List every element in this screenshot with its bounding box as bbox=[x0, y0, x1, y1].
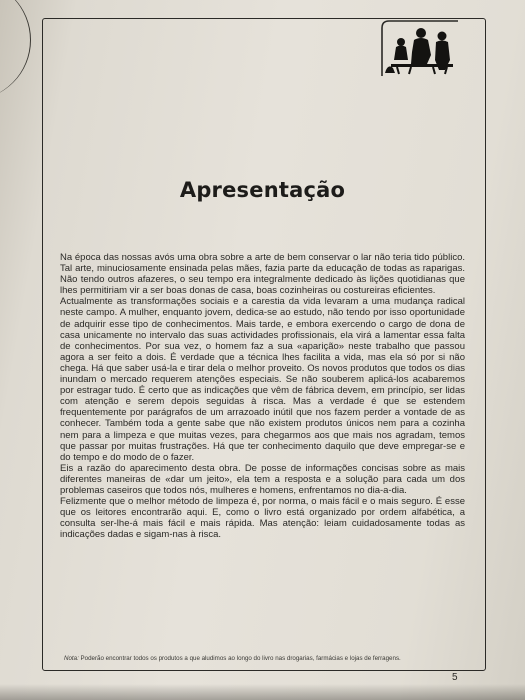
page-number: 5 bbox=[452, 672, 458, 683]
footnote bbox=[64, 655, 474, 662]
family-silhouette-icon bbox=[381, 20, 459, 78]
paragraph-3: Eis a razão do aparecimento desta obra. De posse de informações concisas sobre as mais diferentes maneiras de «dar um jeito», ela tem a resposta e a solução para cada um dos problemas caseiros que todos nós, mulheres e homens, enfrentamos no dia-a-dia. bbox=[60, 462, 465, 496]
page-bottom-shadow bbox=[0, 684, 525, 700]
facing-page-edge bbox=[0, 0, 31, 100]
body-text bbox=[60, 252, 465, 540]
footnote-label: Nota: bbox=[64, 655, 79, 662]
page-title: Apresentação bbox=[179, 178, 346, 202]
paragraph-2: Actualmente as transformações sociais e a carestia da vida levaram a uma mudança radical neste campo. A mulher, enquanto jovem, dedica-se ao estudo, não tendo por isso oportunidade de adquirir esse tipo de conhecimentos. Mais tarde, e embora exercendo o cargo de dona de casa unicamente no intervalo das suas actividades profissionais, ela virá a lamentar essa falta de conhecimentos. Por sua vez, o homem faz a sua «aparição» neste trabalho que passou agora a ser feito a dois. É verdade que a técnica lhes facilita a vida, mas ela só por si não chega. Há que saber usá-la e tirar dela o melhor proveito. Os novos produtos que todos os dias inundam o mercado requerem atenções especiais. Se não souberem aplicá-los acabaremos por estragar tudo. É certo que as indicações que vêm de fábrica devem, em princípio, ser lidas com atenção e serem depois seguidas à risca. Mas a verdade é que se estendem frequentemente por parágrafos de um arrazoado inútil que nos fazem perder a vontade de as conhecer. Também toda a gente sabe que não existem produtos únicos nem para a cozinha nem para a limpeza e que muitas vezes, para chegarmos aos que mais nos agradam, temos que passar por muitas frustrações. Há que ter conhecimento daquilo que deve empregar-se e do tempo e do modo de o fazer. bbox=[60, 296, 465, 463]
footnote-text: Poderão encontrar todos os produtos a que aludimos ao longo do livro nas drogarias, farmácias e lojas de ferragens. bbox=[80, 655, 401, 662]
paragraph-4: Felizmente que o melhor método de limpeza é, por norma, o mais fácil e o mais seguro. É esse que os leitores encontrarão aqui. E, como o livro está organizado por ordem alfabética, a consulta ser-lhe-á mais fácil e mais rápida. Mas atenção: leiam cuidadosamente todas as indicações dadas e sigam-nas à risca. bbox=[60, 496, 465, 541]
paragraph-1: Na época das nossas avós uma obra sobre a arte de bem conservar o lar não teria tido público. Tal arte, minuciosamente ensinada pelas mães, fazia parte da educação de todas as raparigas. Não tendo outros afazeres, o seu tempo era integralmente dedicado às lições quotidianas que lhes permitiriam vir a ser boas donas de casa, boas cozinheiras ou costureiras eficientes. bbox=[60, 252, 465, 297]
